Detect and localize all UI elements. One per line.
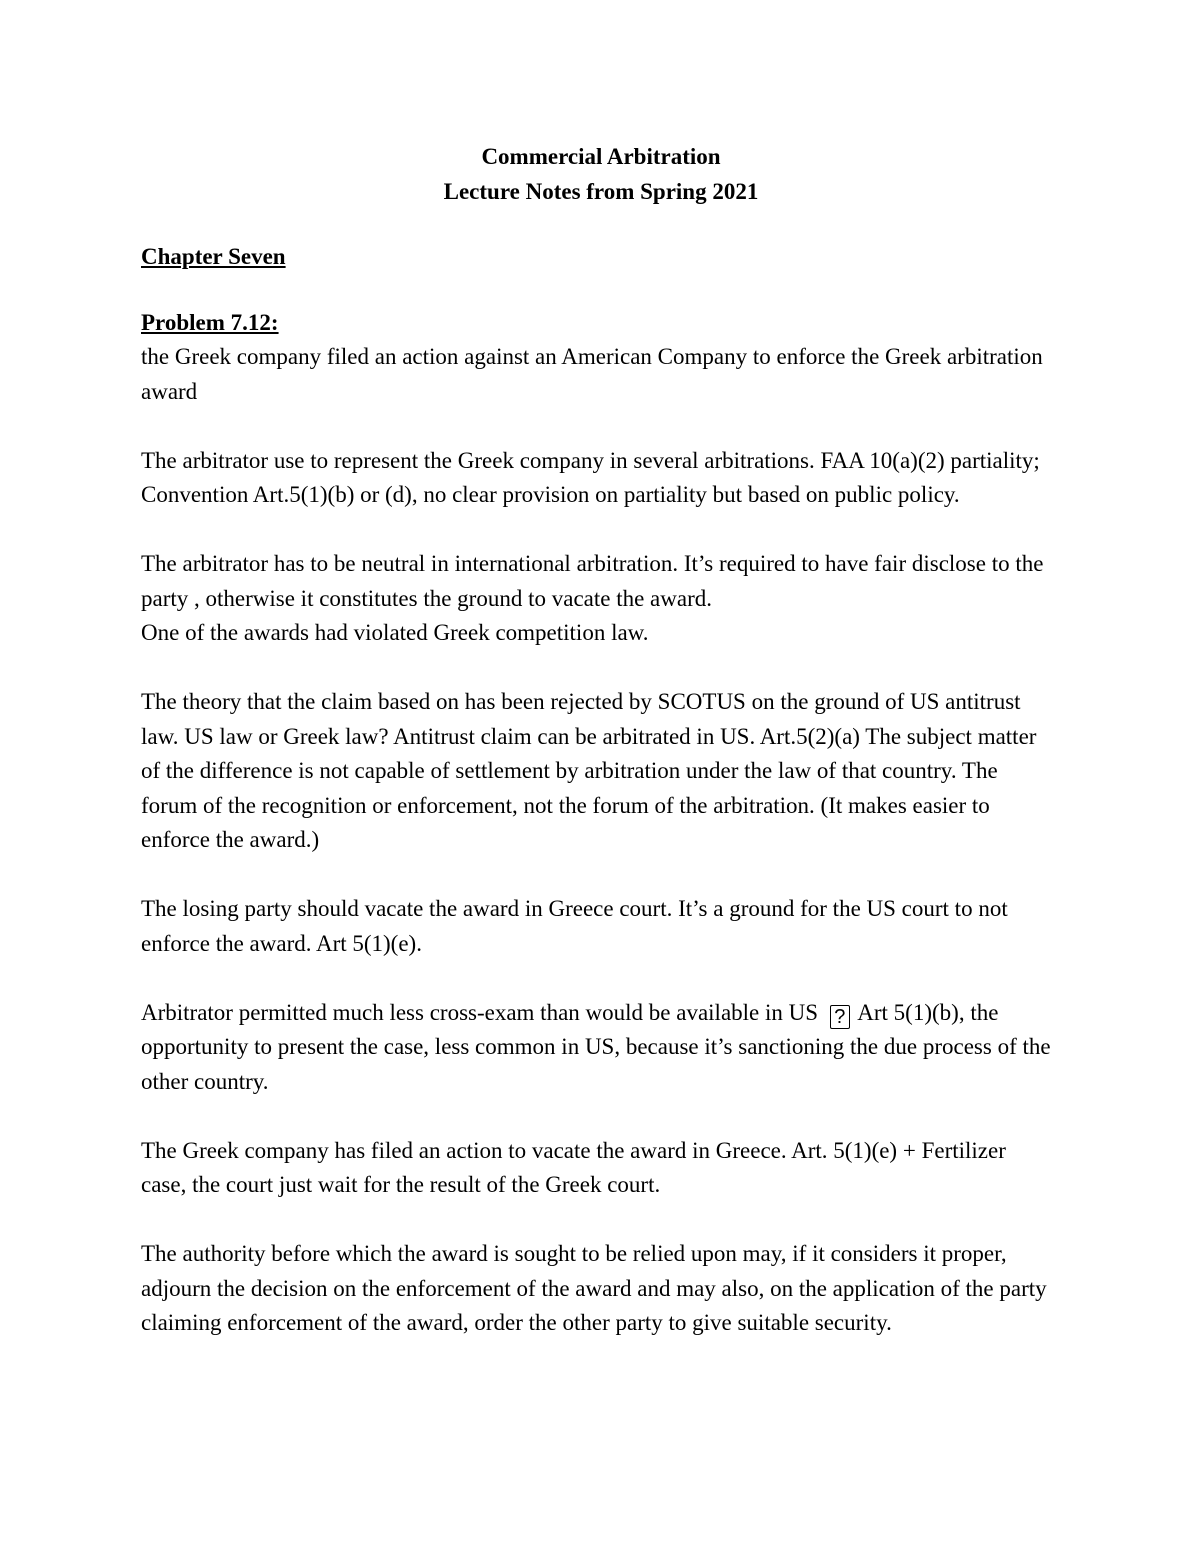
paragraph-authority: The authority before which the award is sought to be relied upon may, if it considers it proper, adjourn the decision on the enforcement of the award and may also, on the application of the party claiming enforcement of the award, order the other party to give suitable security.	[141, 1241, 1047, 1335]
paragraph-partiality: The arbitrator use to represent the Greek company in several arbitrations. FAA 10(a)(2) partiality; Convention Art.5(1)(b) or (d), no clear provision on partiality but based on public policy.	[141, 447, 1040, 507]
missing-glyph-icon: ?	[830, 1005, 850, 1029]
chapter-heading: Chapter Seven	[141, 244, 286, 269]
cross-exam-text-after: Art 5(1)(b), the opportunity to present the case, less common in US, because it’s sanctioning the due process of the other country.	[141, 999, 1051, 1094]
document-subtitle: Lecture Notes from Spring 2021	[443, 178, 759, 204]
paragraph-cross-exam	[141, 996, 1051, 1100]
document-body	[141, 140, 1051, 1341]
paragraph-competition-law: One of the awards had violated Greek competition law.	[141, 620, 649, 645]
problem-heading: Problem 7.12:	[141, 309, 279, 335]
paragraph-fertilizer-case: The Greek company has filed an action to vacate the award in Greece. Art. 5(1)(e) + Fertilizer case, the court just wait for the result of the Greek court.	[141, 1137, 1006, 1197]
cross-exam-text-before: Arbitrator permitted much less cross-exam than would be available in US	[141, 999, 824, 1025]
paragraph-antitrust: The theory that the claim based on has been rejected by SCOTUS on the ground of US antitrust law. US law or Greek law? Antitrust claim can be arbitrated in US. Art.5(2)(a) The subject matter of the difference is not capable of settlement by arbitration under the law of that country. The forum of the recognition or enforcement, not the forum of the arbitration. (It makes easier to enforce the award.)	[141, 689, 1037, 852]
paragraph-vacate-greece: The losing party should vacate the award in Greece court. It’s a ground for the US court to not enforce the award. Art 5(1)(e).	[141, 896, 1008, 956]
paragraph-neutrality: The arbitrator has to be neutral in international arbitration. It’s required to have fair disclose to the party , otherwise it constitutes the ground to vacate the award.	[141, 551, 1044, 611]
document-title: Commercial Arbitration	[481, 144, 721, 169]
problem-intro: the Greek company filed an action against an American Company to enforce the Greek arbitration award	[141, 344, 1043, 404]
